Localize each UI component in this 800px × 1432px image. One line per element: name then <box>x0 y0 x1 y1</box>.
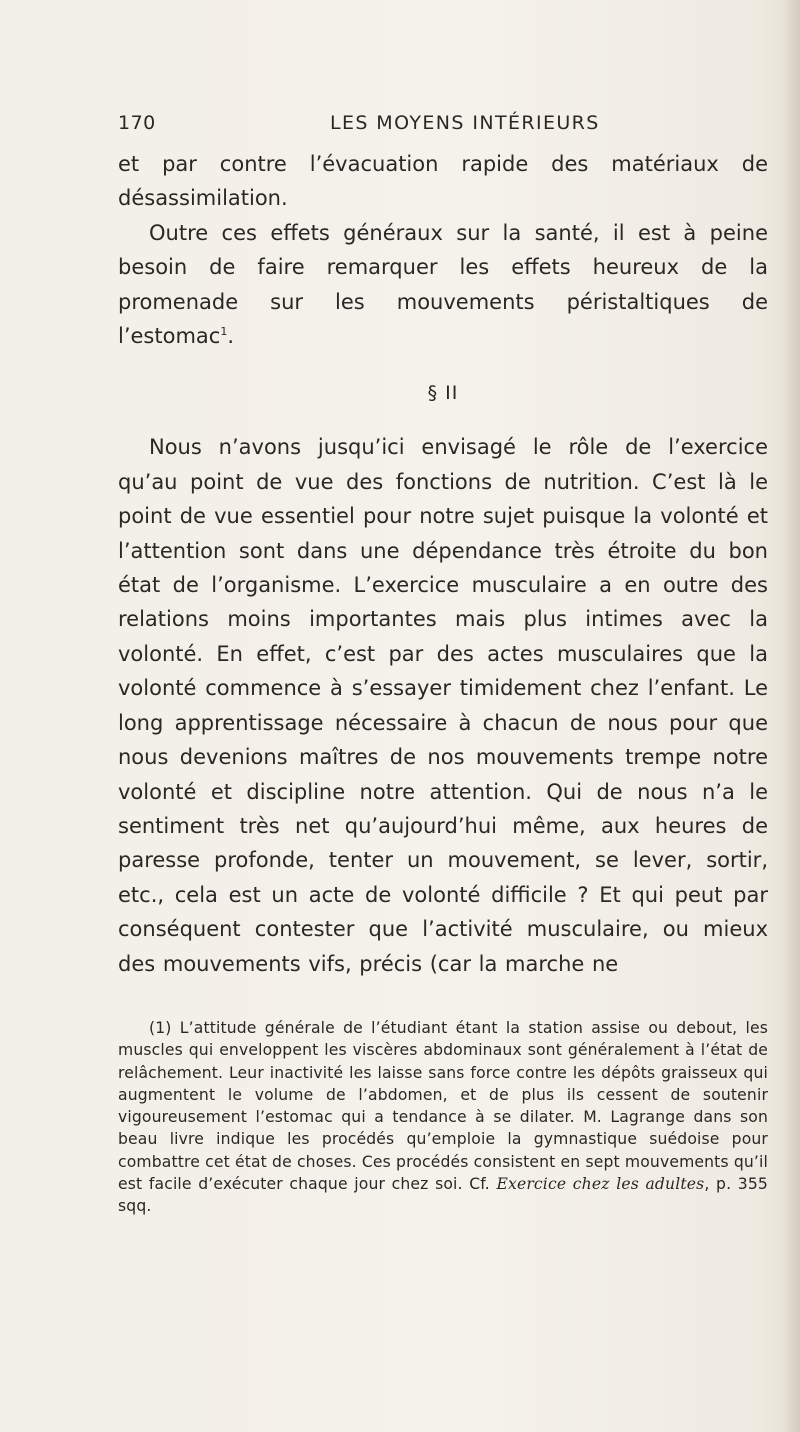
footnote-italic-reference: Exercice chez les adultes <box>496 1175 705 1194</box>
footnote-reference: 1 <box>220 325 228 339</box>
page-edge-shadow <box>782 0 800 1432</box>
page-number: 170 <box>118 112 156 134</box>
paragraph-promenade-text: Outre ces effets généraux sur la santé, il est à peine besoin de faire remarquer les effets heureux de la promenade sur les mouvements péristaltiques de l’estomac <box>118 220 768 349</box>
running-head <box>118 112 768 142</box>
footnote-text: (1) L’attitude générale de l’étudiant étant la station assise ou debout, les muscles qui enveloppent les viscères abdominaux sont généralement à l’état de relâchement. Leur inactivité les laisse sans force contre les dépôts graisseux qui augmentent le volume de l’abdomen, et de plus ils cessent de soutenir vigoureusement l’estomac qui a tendance à se dilater. M. Lagrange dans son beau livre indique les procédés qu’emploie la gymnastique suédoise pour combattre cet état de choses. Ces procédés consistent en sept mouvements qu’il est facile d’exécuter chaque jour chez soi. Cf. <box>118 1019 768 1194</box>
body-text <box>118 147 768 981</box>
footnote <box>118 1017 768 1218</box>
running-title: LES MOYENS INTÉRIEURS <box>330 112 600 134</box>
paragraph-promenade <box>118 216 768 354</box>
footnote-page-reference: , p. 355 sqq. <box>118 1175 768 1216</box>
paragraph-exercise-volition: Nous n’avons jusqu’ici envisagé le rôle de l’exercice qu’au point de vue des fonctions de nutrition. C’est là le point de vue essentiel pour notre sujet puisque la volonté et l’attention sont dans une dépendance très étroite du bon état de l’organisme. L’exercice musculaire a en outre des relations moins importantes mais plus intimes avec la volonté. En effet, c’est par des actes musculaires que la volonté commence à s’essayer timidement chez l’enfant. Le long apprentissage nécessaire à chacun de nous pour que nous devenions maîtres de nos mouvements trempe notre volonté et discipline notre attention. Qui de nous n’a le sentiment très net qu’aujourd’hui même, aux heures de paresse profonde, tenter un mouvement, se lever, sortir, etc., cela est un acte de volonté difficile ? Et qui peut par conséquent contester que l’activité musculaire, ou mieux des mouvements vifs, précis (car la marche ne <box>118 435 768 976</box>
section-heading: § II <box>427 382 459 405</box>
paragraph-continuation: et par contre l’évacuation rapide des matériaux de désassimilation. <box>118 152 768 211</box>
paragraph-promenade-end: . <box>227 324 235 349</box>
